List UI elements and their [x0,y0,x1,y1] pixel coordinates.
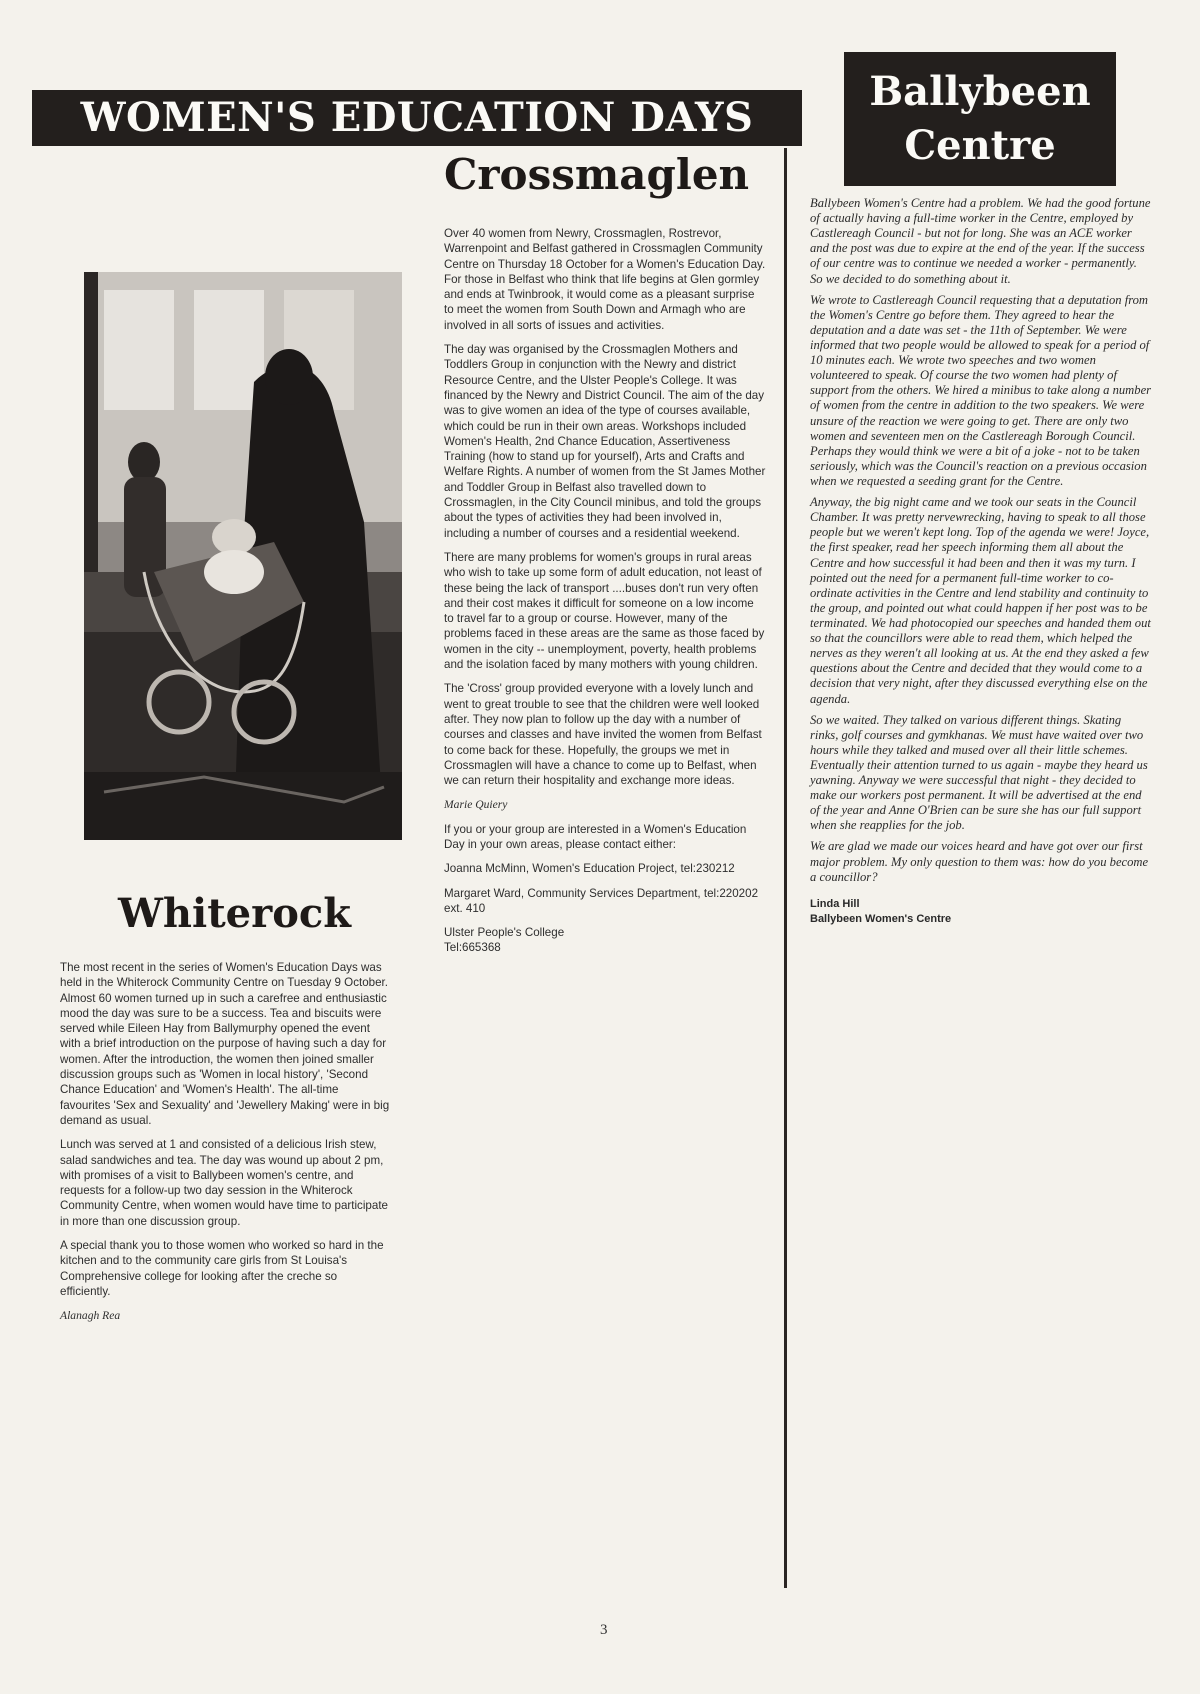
crossmaglen-heading: Crossmaglen [444,150,750,199]
ballybeen-signature [810,897,1152,928]
photo-women-with-pram [84,272,402,840]
crossmaglen-article [444,226,766,956]
whiterock-heading: Whiterock [118,890,351,937]
ballybeen-title-block [844,52,1116,186]
ballybeen-title-line2: Centre [904,122,1056,169]
crossmaglen-paragraph: The day was organised by the Crossmaglen Mothers and Toddlers Group in conjunction with the Newry and district Resource Centre, and the Ulster People's College. It was financed by the Newry and District Council. The aim of the day was to give women an idea of the type of courses available, which could be run in their own areas. Workshops included Women's Health, 2nd Chance Education, Assertiveness Training (how to stand up for yourself), Arts and Crafts and Welfare Rights. A number of women from the St James Mother and Toddler Group in Belfast also travelled down to Crossmaglen, in the City Council minibus, and told the groups about the types of activities they had been involved in, including a number of courses and a residential weekend. [444,343,766,540]
crossmaglen-signature: Marie Quiery [444,798,508,812]
ballybeen-paragraph: We are glad we made our voices heard and have got over our first major problem. My only question to them was: how do you become a councillor? [810,839,1149,884]
ballybeen-signature-name: Linda Hill [810,897,860,910]
whiterock-article [60,960,390,1333]
contact-college [444,925,766,956]
whiterock-paragraph: Lunch was served at 1 and consisted of a delicious Irish stew, salad sandwiches and tea. The day was wound up about 2 pm, with promises of a visit to Ballybeen women's centre, and requests for a follow-up two day session in the Whiterock Community Centre, when women would have time to participate in more than one discussion group. [60,1138,388,1228]
contact-margaret: Margaret Ward, Community Services Department, tel:220202 ext. 410 [444,886,759,915]
contact-intro: If you or your group are interested in a Women's Education Day in your own areas, please contact either: [444,822,747,851]
page-number: 3 [600,1622,608,1638]
ballybeen-article [810,196,1152,934]
contact-joanna: Joanna McMinn, Women's Education Project, tel:230212 [444,862,735,876]
contact-college-name: Ulster People's College [444,926,565,940]
contact-college-tel: Tel:665368 [444,941,501,955]
ballybeen-paragraph: Anyway, the big night came and we took our seats in the Council Chamber. It was pretty nervewrecking, having to speak to all those people but we weren't kept long. Top of the agenda we were! Joyce, the first speaker, read her speech informing them all about the Centre and how successful it had been and then it was my turn. I pointed out the need for a permanent full-time worker to co-ordinate activities in the Centre and lend stability and continuity to the group, and pointed out what could happen if her post was to be terminated. We had photocopied our speeches and handed them out so that the councillors were able to read them, which helped the nerves as they weren't all looking at us. At the end they asked a few questions about the Centre and decided that they would come to a decision that very night, after they discussed everything else on the agenda. [810,495,1151,706]
whiterock-paragraph: The most recent in the series of Women's Education Days was held in the Whiterock Community Centre on Tuesday 9 October. Almost 60 women turned up in such a carefree and enthusiastic mood the day was sure to be a success. Tea and biscuits were served while Eileen Hay from Ballymurphy opened the event with a brief introduction on the purpose of having such a day for women. After the introduction, the women then joined smaller discussion groups such as 'Women in local history', 'Second Chance Education' and 'Women's Health'. The all-time favourites 'Sex and Sexuality' and 'Jewellery Making' were in big demand as usual. [60,961,390,1127]
ballybeen-paragraph: Ballybeen Women's Centre had a problem. We had the good fortune of actually having a full-time worker in the Centre, employed by Castlereagh Council - but not for long. She was an ACE worker and the post was due to expire at the end of the year. If the success of our centre was to continue we needed a worker - permanently. So we decided to do something about it. [810,196,1151,286]
section-banner: WOMEN'S EDUCATION DAYS [32,90,802,146]
ballybeen-title-line1: Ballybeen [869,68,1091,115]
whiterock-signature: Alanagh Rea [60,1309,121,1323]
crossmaglen-paragraph: The 'Cross' group provided everyone with a lovely lunch and went to great trouble to see that the children were well looked after. They now plan to follow up the day with a number of courses and classes and have invited the women from Belfast to come back for these. Hopefully, the groups we met in Crossmaglen will have a chance to come up to Belfast, when we can return their hospitality and exchange more ideas. [444,682,762,788]
crossmaglen-paragraph: There are many problems for women's groups in rural areas who wish to take up some form of adult education, not least of these being the lack of transport ....buses don't run very often and their cost makes it difficult for someone on a low income to travel far to a group or course. However, many of the problems faced in these areas are the same as those faced by women in the city -- unemployment, poverty, health problems and the isolation faced by many mothers with young children. [444,550,765,672]
ballybeen-paragraph: So we waited. They talked on various different things. Skating rinks, golf courses and gymkhanas. We must have waited over two hours while they talked and mused over all their little schemes. Eventually their attention turned to us again - maybe they heard us yawning. Anyway we were successful that night - they decided to make our workers post permanent. It will be advertised at the end of the year and Anne O'Brien can be sure she has our full support when she reapplies for the job. [810,712,1148,833]
ballybeen-paragraph: We wrote to Castlereagh Council requesting that a deputation from the Women's Centre go before them. They agreed to hear the deputation and a date was set - the 11th of September. We were informed that two people would be allowed to speak for a period of 10 minutes each. We wrote two speeches and two women volunteered to speak. Of course the two women had plenty of support from the others. We hired a minibus to take along a number of women from the centre in addition to the two speakers. We were unsure of the reaction we were going to get. There are only two women and seventeen men on the Castlereagh Borough Council. Perhaps they would think we were a bit of a joke - not to be taken seriously, which was the Council's reaction on a previous occasion when we requested a seeding grant for the Centre. [810,292,1152,488]
crossmaglen-paragraph: Over 40 women from Newry, Crossmaglen, Rostrevor, Warrenpoint and Belfast gathered in Crossmaglen Community Centre on Thursday 18 October for a Women's Education Day. For those in Belfast who think that life begins at Glen gormley and ends at Twinbrook, it would come as a pleasant surprise to meet the women from South Down and Armagh who are involved in all sorts of issues and activities. [444,227,766,332]
column-divider [784,148,787,1588]
ballybeen-signature-org: Ballybeen Women's Centre [810,913,952,926]
whiterock-paragraph: A special thank you to those women who worked so hard in the kitchen and to the community care girls from St Louisa's Comprehensive college for looking after the creche so efficiently. [60,1239,384,1298]
